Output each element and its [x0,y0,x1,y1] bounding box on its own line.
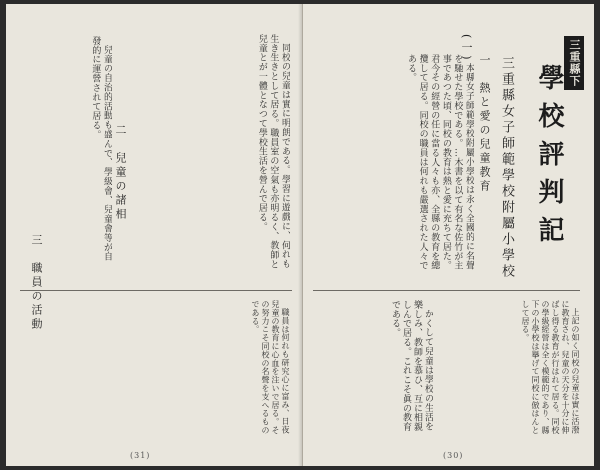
right-divider [313,290,580,291]
left-upper-text: 同校の兒童は實に明朗である。學習に遊戲に、何れも生き生きとして居る。職員室の空氣も亦明るく、教師と兒童とが一體となつて學校生活を營んで居る。 [256,34,290,269]
left-page-number: (31) [130,451,151,460]
book-spread [6,4,594,466]
section1-heading: 一 熱と愛の兒童教育 [478,54,491,194]
right-page-number: (30) [443,451,464,460]
right-upper-text: 本縣女子師範學校附屬小學校は永く全國的に名聲を馳せた學校である。…木書を以て有名な佐竹が主事であつた頃、同校の教育は熱と愛に充ちて居た。君今その經營の任に當る人々も亦、全縣の教育を總攬して居る。同校の職員は何れも嚴選された人々である。 [406,54,474,271]
right-lower-text: 上記の如く同校の兒童は實に活潑に教育され、兒童の天分を十分に伸ばし得る教育が行はれて居る。同校の學級經營は全く模範的であり、縣下の小學校は擧げて同校に倣はんとして居る。 [521,300,580,435]
section3-heading: 三 職員の活動 [30,234,43,332]
left-divider [20,290,292,291]
right-page [303,4,594,466]
left-middle-text: 兒童の自治的活動も盛んで、學級會、兒童會等が自發的に運營されて居る。 [90,36,112,262]
section2-heading: 二 兒童の諸相 [114,124,127,222]
left-lower-text: 職員は何れも研究心に富み、日夜兒童の教育に心血を注いで居る。その努力こそ同校の名聲を支へるものである。 [251,300,290,435]
region-badge: 三重縣下 [564,36,584,90]
right-bottom-text: かくして兒童は學校の生活を樂しみ、教師を慕ひ、互に相親しんで居る。これこそ眞の教育である。 [390,300,433,432]
article-title: 學校評判記 [534,64,564,254]
subsection-marker: (一) [460,34,473,63]
left-page [6,4,303,466]
school-name: 三重縣女子師範學校附屬小學校 [499,56,514,280]
